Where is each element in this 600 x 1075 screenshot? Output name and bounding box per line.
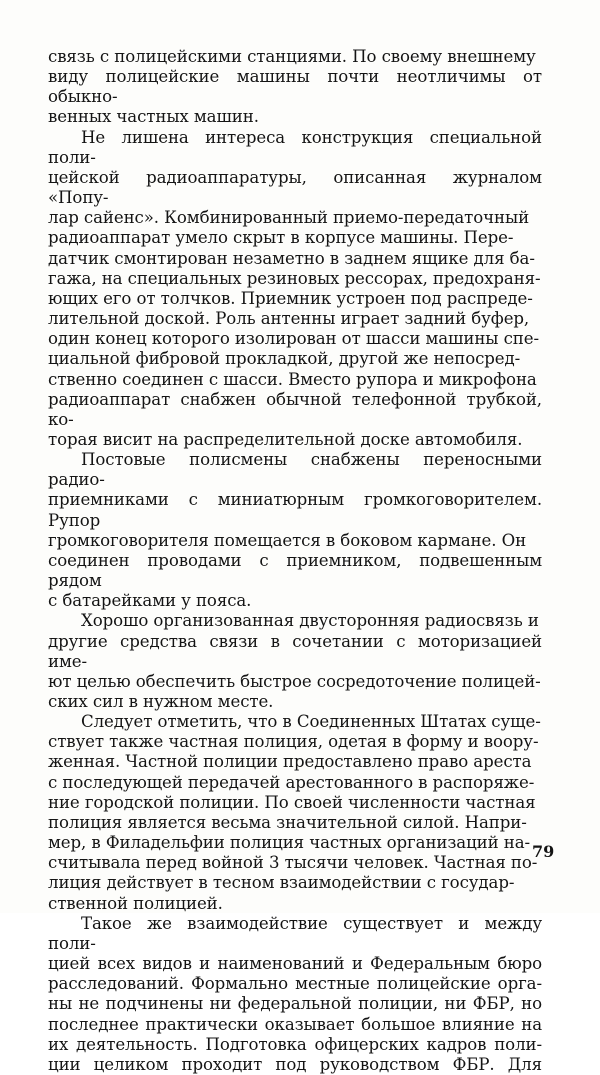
page-number: 79 <box>532 842 555 861</box>
paragraph-private-police: Следует отметить, что в Соединенных Штатах суще- ствует также частная полиция, одетая в форму и воору- женная. Частной полиции предоставлено право ареста с последующей передачей арестованного в распоряже- ние городской полиции. По своей численности частная полиция является весьма значительной силой. Напри- мер, в Филадельфии полиция частных организаций на- считывала перед войной 3 тысячи человек. Частная по- лиция действует в тесном взаимодействии с государ- ственной полицией. <box>48 712 541 913</box>
paragraph-radio-equipment: Не лишена интереса конструкция специальной поли- цейской радиоаппаратуры, описанная журналом «Попу- лар сайенс». Комбинированный приемо-передаточный радиоаппарат умело скрыт в корпусе машины. Пере- датчик смонтирован незаметно в заднем ящике для ба- гажа, на специальных резиновых рессорах, предохраня- ющих его от толчков. Приемник устроен под распреде- лительной доской. Роль антенны играет задний буфер, один конец которого изолирован от шасси машины спе- циальной фибровой прокладкой, другой же непосред- ственно соединен с шасси. Вместо рупора и микрофона радиоаппарат снабжен обычной телефонной трубкой, ко- торая висит на распределительной доске автомобиля. <box>48 127 542 449</box>
paragraph-continued: связь с полицейскими станциями. По своему внешнему виду полицейские машины почти неотличимы от обыкно- венных частных машин. <box>48 47 542 127</box>
body-text <box>48 47 542 1075</box>
paragraph-fbi-cooperation: Такое же взаимодействие существует и между поли- цией всех видов и наименований и Федеральным бюро расследований. Формально местные полицейские орга- ны не подчинены ни федеральной полиции, ни ФБР, но последнее практически оказывает большое влияние на их деятельность. Подготовка офицерских кадров поли- ции целиком проходит под руководством ФБР. Для <box>48 913 542 1074</box>
paragraph-patrolmen-radios: Постовые полисмены снабжены переносными радио- приемниками с миниатюрным громкоговорителем. Рупор громкоговорителя помещается в боковом кармане. Он соединен проводами с приемником, подвешенным рядом с батарейками у пояса. <box>48 450 542 611</box>
paragraph-two-way-radio: Хорошо организованная двусторонняя радиосвязь и другие средства связи в сочетании с моторизацией име- ют целью обеспечить быстрое сосредоточение полицей- ских сил в нужном месте. <box>48 611 542 711</box>
